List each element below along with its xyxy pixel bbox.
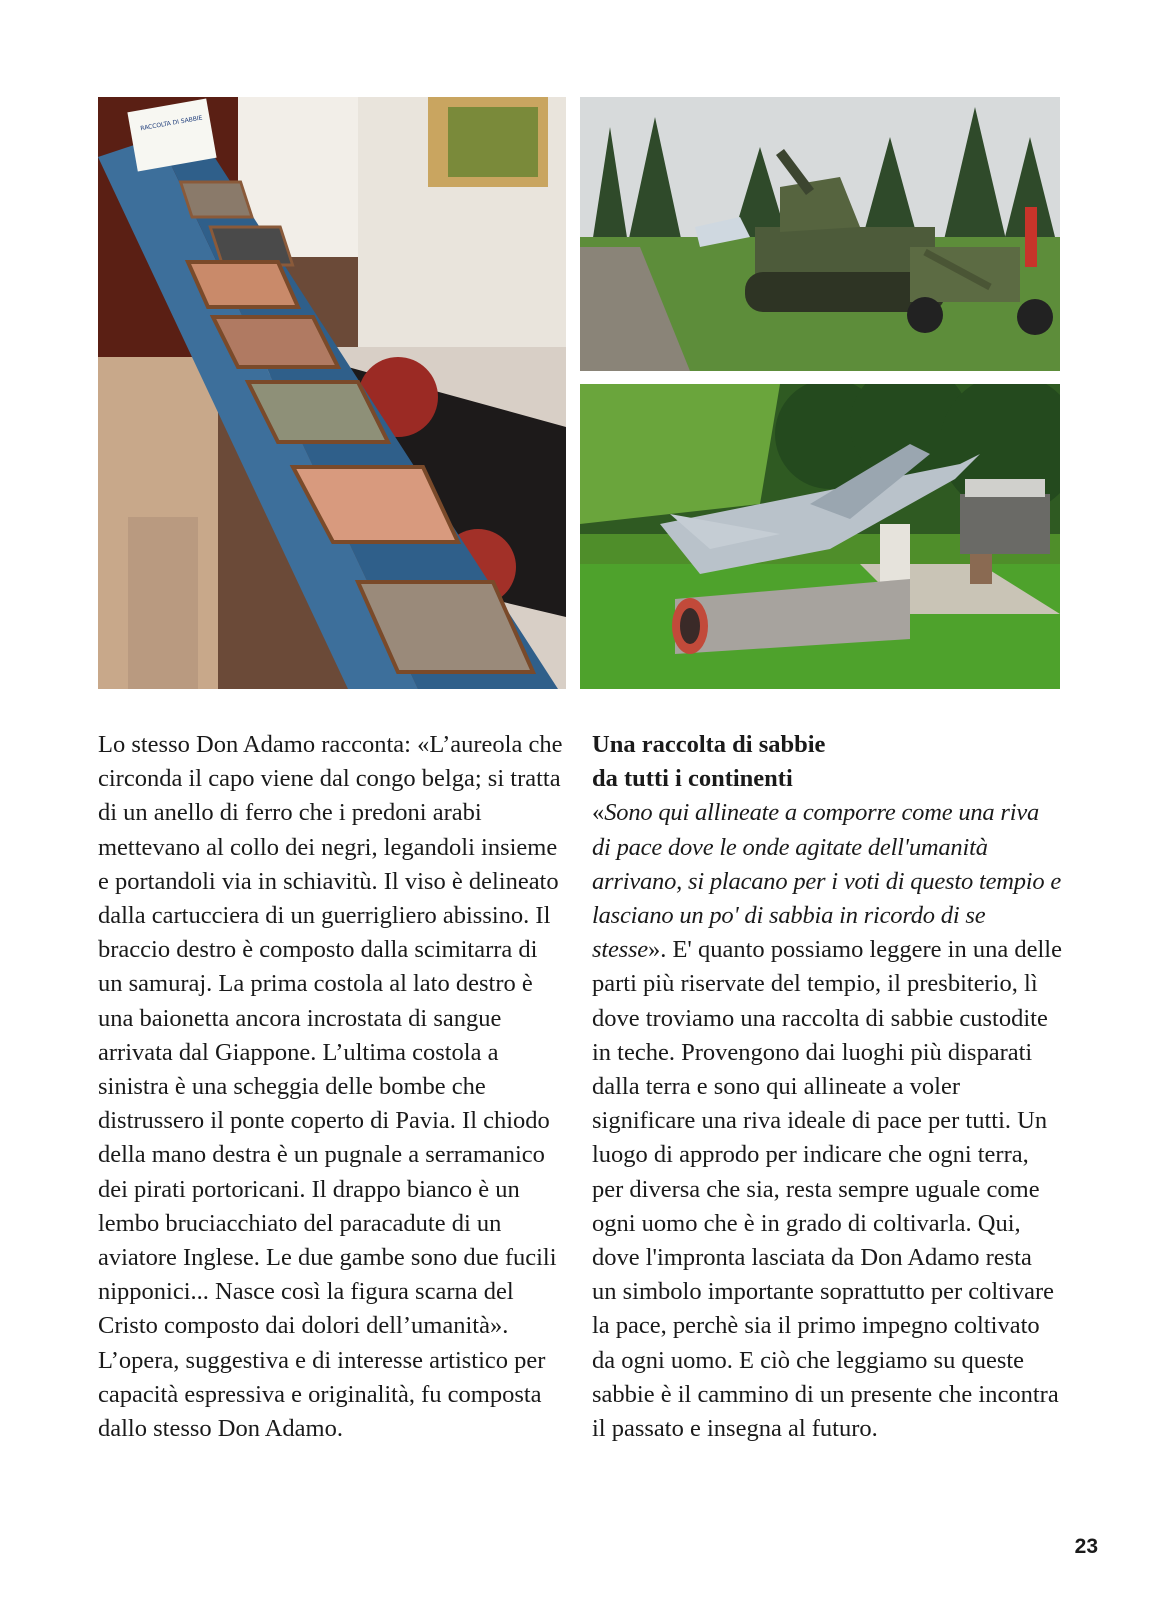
- left-body-text: Lo stesso Don Adamo racconta: «L’aureola che circonda il capo viene dal congo belga; si tratta di un anello di ferro che i predoni arabi mettevano al collo dei negri, legandoli insieme e portandoli via in schiavitù. Il viso è delineato dalla cartucciera di un guerrigliero abissino. Il braccio destro è composto dalla scimitarra di un samuraj. La prima costola al lato destro è una baionetta ancora incrostata di sangue arrivata dal Giappone. L’ultima costola a sinistra è una scheggia delle bombe che distrussero il ponte coperto di Pavia. Il chiodo della mano destra è un pugnale a serramanico dei pirati portoricani. Il drappo bianco è un lembo bruciacchiato del paracadute di un aviatore Inglese. Le due gambe sono due fucili nipponici... Nasce così la figura scarna del Cristo composto dai dolori dell’umanità». L’opera, suggestiva e di interesse artistico per capacità espressiva e originalità, fu composta dallo stesso Don Adamo.: [98, 731, 563, 1443]
- photo-tank-park: [580, 97, 1060, 371]
- section-heading: [592, 728, 1062, 796]
- quote-close: ».: [647, 936, 673, 964]
- left-column: [98, 728, 568, 1446]
- caption-card-text: RACCOLTA DI SABBIE: [139, 114, 203, 133]
- heading-line-1: Una raccolta di sabbie: [592, 731, 826, 758]
- right-body-text: E' quanto possiamo leggere in una delle parti più riservate del tempio, il presbiterio, lì dove troviamo una raccolta di sabbie custodite in teche. Provengono dai luoghi più disparati dalla terra e sono qui allineate a voler significare una riva ideale di pace per tutti. Un luogo di approdo per indicare che ogni terra, per diversa che sia, resta sempre uguale come ogni uomo che è in grado di coltivarla. Qui, dove l'impronta lasciata da Don Adamo resta un simbolo importante soprattutto per coltivare la pace, perchè sia il primo impegno coltivato da ogni uomo. E ciò che leggiamo su queste sabbie è il cammino di un presente che incontra il passato e insegna al futuro.: [592, 936, 1062, 1443]
- right-body: [592, 796, 1062, 1446]
- right-column: [592, 728, 1062, 1446]
- photo-sand-collection: [98, 97, 566, 689]
- quote-open: «: [592, 799, 605, 827]
- photo-jet-park: [580, 384, 1060, 689]
- heading-line-2: da tutti i continenti: [592, 765, 793, 793]
- italic-quote: Sono qui allineate a comporre come una riva di pace dove le onde agitate dell'umanità arrivano, si placano per i voti di questo tempio e lasciano un po' di sabbia in ricordo di se stesse: [592, 799, 1062, 964]
- page-number: 23: [1074, 1535, 1098, 1558]
